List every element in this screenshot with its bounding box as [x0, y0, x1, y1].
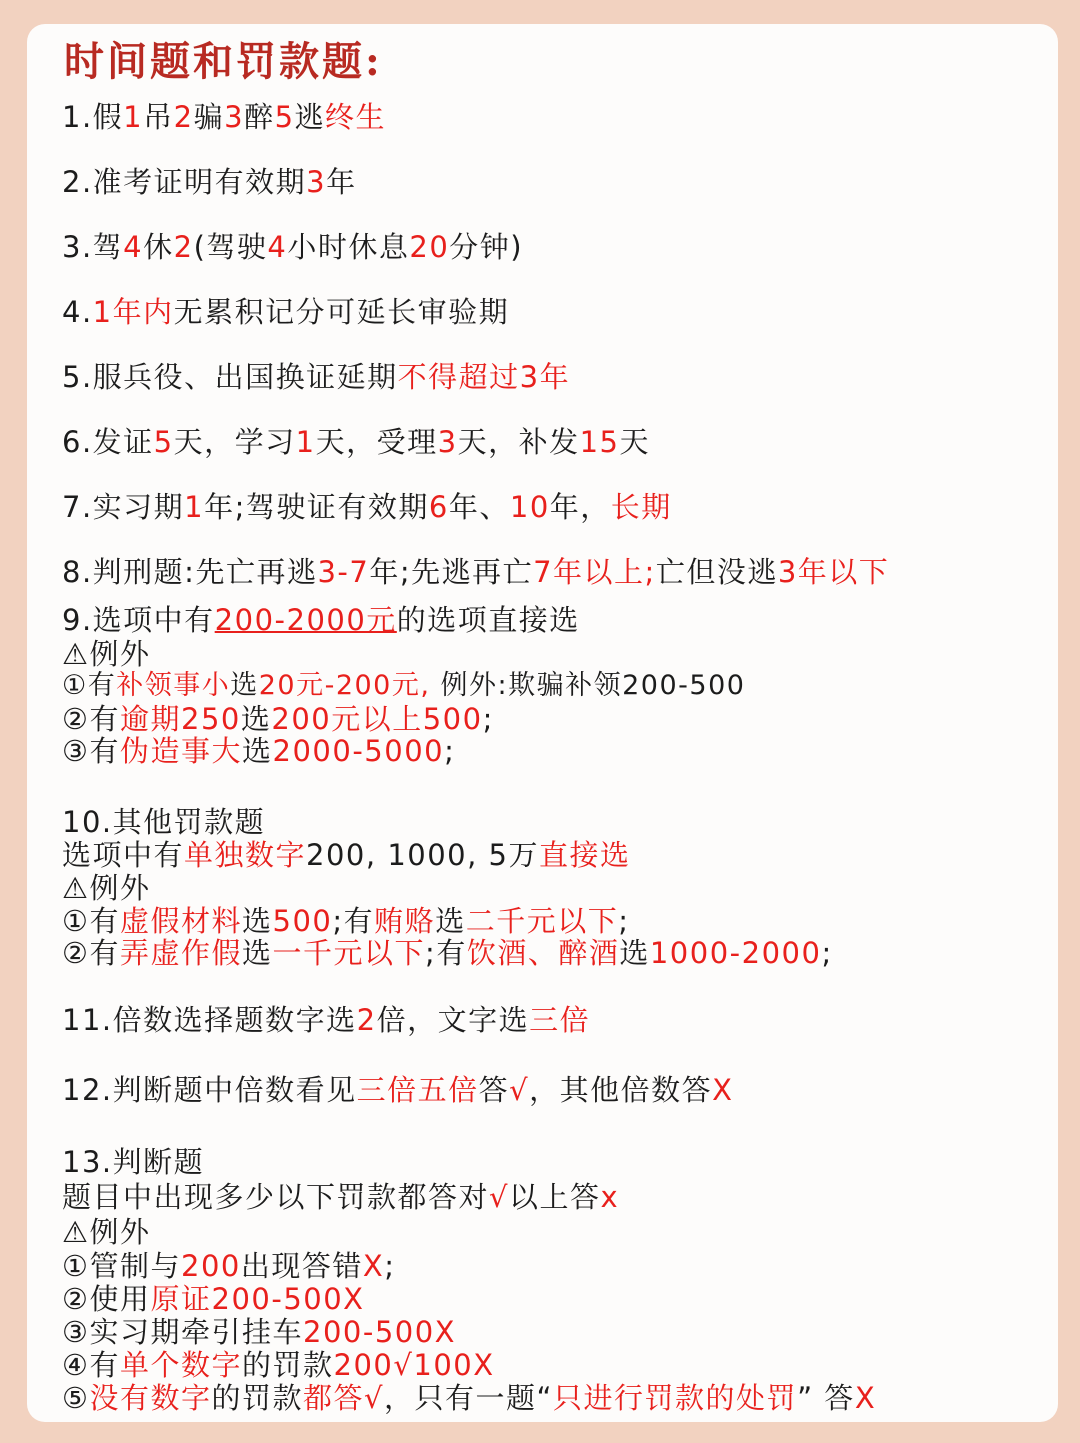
note-line	[62, 936, 833, 970]
note-text: ” 答	[797, 1381, 855, 1415]
note-text: 选	[242, 904, 273, 938]
note-line	[62, 1073, 734, 1107]
note-line	[62, 838, 631, 872]
highlight-text: 3	[224, 100, 245, 134]
highlight-text: 5	[153, 425, 174, 459]
note-line	[62, 603, 580, 637]
note-line	[62, 295, 509, 329]
note-line	[62, 360, 570, 394]
highlight-text: √	[509, 1073, 530, 1107]
note-text: ;有	[425, 936, 467, 970]
note-text: ;	[384, 1249, 396, 1283]
note-text: 9.选项中有	[62, 603, 215, 637]
note-text: 选	[619, 936, 650, 970]
highlight-text: 15	[579, 425, 620, 459]
note-text: 200, 1000, 5万	[306, 838, 540, 872]
note-line	[62, 702, 494, 736]
note-text: ③实习期牵引挂车	[62, 1315, 303, 1349]
note-text: 的罚款	[211, 1381, 304, 1415]
note-text: 4.	[62, 295, 93, 329]
note-text: 醉	[244, 100, 275, 134]
highlight-text: 3年以下	[777, 555, 890, 589]
note-line	[62, 871, 151, 905]
note-text: 例外:欺骗补领200-500	[430, 670, 746, 701]
highlight-text: 200-2000元	[214, 603, 397, 637]
highlight-text: 都答√	[303, 1381, 385, 1415]
note-line	[62, 1282, 365, 1316]
note-text: 年	[326, 165, 357, 199]
note-text: 6.发证	[62, 425, 154, 459]
highlight-text: 一千元以下	[272, 936, 426, 970]
highlight-text: 三倍	[529, 1003, 591, 1037]
note-text: 小时休息	[287, 230, 410, 264]
highlight-text: 200√100X	[333, 1348, 495, 1382]
highlight-text: 3	[306, 165, 327, 199]
highlight-text: 3-7	[317, 555, 370, 589]
note-text: 倍，文字选	[376, 1003, 530, 1037]
highlight-text: 三倍五倍	[356, 1073, 479, 1107]
note-text: (驾驶	[193, 230, 268, 264]
note-line	[62, 555, 889, 589]
note-text: 的选项直接选	[396, 603, 580, 637]
note-text: 7.实习期	[62, 490, 185, 524]
highlight-text: 200-500X	[303, 1315, 457, 1349]
note-text: ①管制与	[62, 1249, 181, 1283]
highlight-text: 原证200-500X	[150, 1282, 365, 1316]
highlight-text: 直接选	[539, 838, 631, 872]
note-text: 天，补发	[457, 425, 580, 459]
note-text: 天，学习	[173, 425, 296, 459]
note-line	[62, 1180, 619, 1214]
note-text: 天，受理	[315, 425, 438, 459]
note-line	[62, 490, 672, 524]
note-text: 吊	[143, 100, 174, 134]
note-text: 选	[240, 702, 272, 736]
highlight-text: 4	[267, 230, 288, 264]
highlight-text: 饮酒、醉酒	[466, 936, 620, 970]
note-text: 年;驾驶证有效期	[204, 490, 429, 524]
note-text: ⚠例外	[62, 871, 151, 905]
note-text: 的罚款	[242, 1348, 334, 1382]
note-text: 休	[143, 230, 174, 264]
note-line	[62, 1348, 495, 1382]
highlight-text: 1	[184, 490, 205, 524]
highlight-text: √	[489, 1180, 509, 1214]
note-line	[62, 1145, 204, 1179]
highlight-text: 5	[274, 100, 295, 134]
highlight-text: 贿赂	[374, 904, 436, 938]
note-text: 天	[619, 425, 650, 459]
note-text: ⚠例外	[62, 1215, 151, 1249]
note-text: ⚠例外	[62, 637, 151, 671]
highlight-text: 伪造事大	[120, 734, 243, 768]
note-text: 3.驾	[62, 230, 124, 264]
highlight-text: 10	[509, 490, 550, 524]
note-text: ②使用	[62, 1282, 151, 1316]
note-line	[62, 670, 745, 702]
highlight-text: 6	[428, 490, 449, 524]
note-text: 题目中出现多少以下罚款都答对	[62, 1180, 490, 1214]
note-line	[62, 734, 455, 768]
note-line	[62, 1315, 456, 1349]
note-text: ③有	[62, 734, 120, 768]
note-text: 2.准考证明有效期	[62, 165, 307, 199]
highlight-text: x	[600, 1180, 620, 1214]
highlight-text: 20元-200元,	[258, 670, 431, 701]
note-line	[62, 904, 630, 938]
note-text: 8.判刑题:先亡再逃	[62, 555, 318, 589]
note-text: 5.服兵役、出国换证延期	[62, 360, 398, 394]
note-text: 骗	[193, 100, 225, 134]
note-line	[62, 637, 151, 671]
highlight-text: 2	[173, 100, 194, 134]
note-text: ⑤	[62, 1381, 90, 1415]
note-text: ;有	[332, 904, 375, 938]
note-text: 10.其他罚款题	[62, 805, 266, 839]
note-text: ;	[482, 702, 494, 736]
note-line	[62, 1249, 396, 1283]
note-text: 年;先逃再亡	[369, 555, 534, 589]
highlight-text: 没有数字	[89, 1381, 212, 1415]
note-text: 选	[435, 904, 466, 938]
note-text: ④有	[62, 1348, 120, 1382]
highlight-text: 长期	[610, 490, 672, 524]
highlight-text: 虚假材料	[120, 904, 243, 938]
highlight-text: 2	[356, 1003, 377, 1037]
highlight-text: X	[854, 1381, 877, 1415]
note-text: ，其他倍数答	[529, 1073, 713, 1107]
highlight-text: 弄虚作假	[120, 936, 243, 970]
highlight-text: X	[712, 1073, 734, 1107]
highlight-text: 单独数字	[184, 838, 307, 872]
highlight-text: 补领事小	[116, 670, 231, 701]
highlight-text: 200	[181, 1249, 241, 1283]
highlight-text: 1年内	[92, 295, 174, 329]
highlight-text: 3	[437, 425, 458, 459]
note-text: 选	[242, 936, 273, 970]
note-text: 13.判断题	[62, 1145, 205, 1179]
note-line	[62, 805, 265, 839]
highlight-text: 1	[295, 425, 316, 459]
note-text: ②有	[62, 702, 120, 736]
highlight-text: 4	[123, 230, 144, 264]
note-text: 年、	[448, 490, 510, 524]
highlight-text: 2	[173, 230, 194, 264]
note-text: 以上答	[509, 1180, 601, 1214]
note-text: ;	[444, 734, 456, 768]
note-line	[62, 1215, 151, 1249]
note-line	[62, 1003, 590, 1037]
note-text: ;	[821, 936, 833, 970]
highlight-text: 单个数字	[120, 1348, 243, 1382]
note-text: 12.判断题中倍数看见	[62, 1073, 357, 1107]
page-title: 时间题和罚款题:	[64, 38, 383, 85]
highlight-text: 20	[409, 230, 450, 264]
note-text: ②有	[62, 936, 120, 970]
note-text: 年，	[549, 490, 611, 524]
note-text: ，只有一题“	[384, 1381, 554, 1415]
note-text: 11.倍数选择题数字选	[62, 1003, 357, 1037]
note-line	[62, 1381, 876, 1415]
note-text: 选	[230, 670, 259, 701]
highlight-text: 不得超过3年	[397, 360, 571, 394]
note-text: ①有	[62, 670, 117, 701]
note-line	[62, 100, 386, 134]
highlight-text: X	[362, 1249, 385, 1283]
note-text: 分钟)	[449, 230, 524, 264]
highlight-text: 1	[123, 100, 144, 134]
highlight-text: 只进行罚款的处罚	[553, 1381, 798, 1415]
highlight-text: 2000-5000	[272, 734, 445, 768]
note-line	[62, 230, 523, 264]
note-text: 出现答错	[240, 1249, 363, 1283]
note-text: 逃	[294, 100, 326, 134]
note-text: 无累积记分可延长审验期	[173, 295, 510, 329]
note-text: 选	[242, 734, 273, 768]
highlight-text: 7年以上;	[533, 555, 656, 589]
highlight-text: 200元以上500	[271, 702, 483, 736]
note-text: ①有	[62, 904, 120, 938]
note-line	[62, 425, 650, 459]
note-text: 选项中有	[62, 838, 185, 872]
note-line	[62, 165, 357, 199]
note-text: 答	[478, 1073, 510, 1107]
highlight-text: 500	[272, 904, 333, 938]
highlight-text: 终生	[325, 100, 387, 134]
highlight-text: 1000-2000	[649, 936, 822, 970]
note-text: 亡但没逃	[655, 555, 778, 589]
note-text: ;	[618, 904, 630, 938]
note-text: 1.假	[62, 100, 124, 134]
highlight-text: 二千元以下	[465, 904, 619, 938]
highlight-text: 逾期250	[120, 702, 241, 736]
